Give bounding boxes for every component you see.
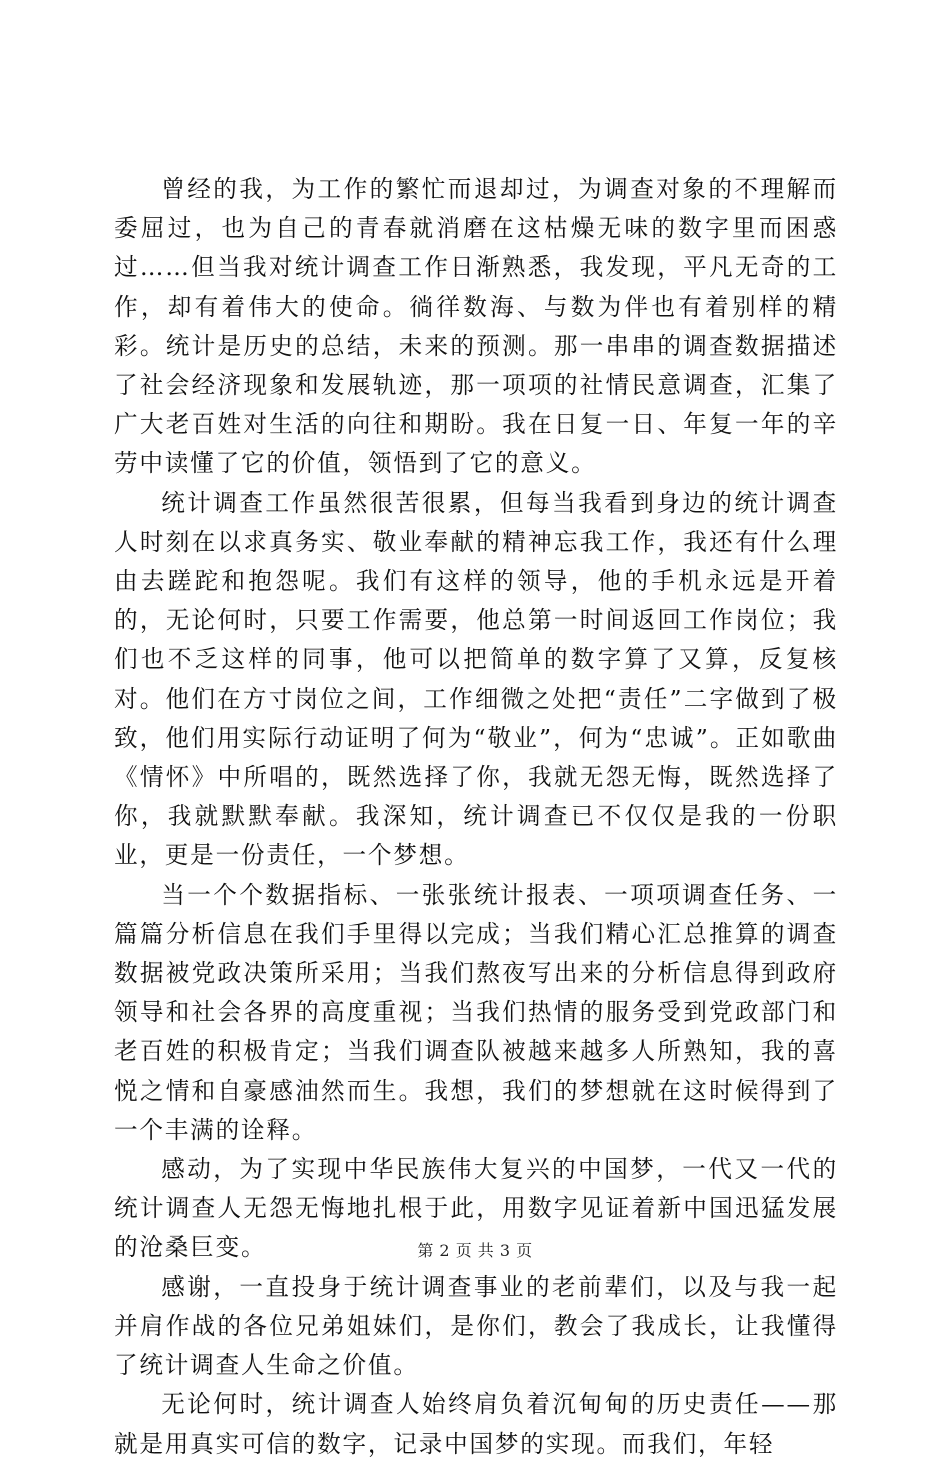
paragraph: 感谢，一直投身于统计调查事业的老前辈们，以及与我一起并肩作战的各位兄弟姐妹们，是你们，教会了我成长，让我懂得了统计调查人生命之价值。 [114,1272,838,1380]
body-text [114,170,838,1464]
paragraph: 统计调查工作虽然很苦很累，但每当我看到身边的统计调查人时刻在以求真务实、敬业奉献的精神忘我工作，我还有什么理由去蹉跎和抱怨呢。我们有这样的领导，他的手机永远是开着的，无论何时，只要工作需要，他总第一时间返回工作岗位；我们也不乏这样的同事，他可以把简单的数字算了又算，反复核对。他们在方寸岗位之间，工作细微之处把“责任”二字做到了极致，他们用实际行动证明了何为“敬业”，何为“忠诚”。正如歌曲《情怀》中所唱的，既然选择了你，我就无怨无悔，既然选择了你，我就默默奉献。我深知，统计调查已不仅仅是我的一份职业，更是一份责任，一个梦想。 [114,488,838,870]
paragraph: 曾经的我，为工作的繁忙而退却过，为调查对象的不理解而委屈过，也为自己的青春就消磨在这枯燥无味的数字里而困惑过……但当我对统计调查工作日渐熟悉，我发现，平凡无奇的工作，却有着伟大的使命。徜徉数海、与数为伴也有着别样的精彩。统计是历史的总结，未来的预测。那一串串的调查数据描述了社会经济现象和发展轨迹，那一项项的社情民意调查，汇集了广大老百姓对生活的向往和期盼。我在日复一日、年复一年的辛劳中读懂了它的价值，领悟到了它的意义。 [114,175,838,478]
paragraph: 无论何时，统计调查人始终肩负着沉甸甸的历史责任——那就是用真实可信的数字，记录中国梦的实现。而我们，年轻 [114,1390,838,1458]
page-number: 第 2 页 共 3 页 [417,1241,533,1260]
paragraph: 感动，为了实现中华民族伟大复兴的中国梦，一代又一代的统计调查人无怨无悔地扎根于此，用数字见证着新中国迅猛发展的沧桑巨变。 [114,1155,838,1262]
paragraph: 当一个个数据指标、一张张统计报表、一项项调查任务、一篇篇分析信息在我们手里得以完成；当我们精心汇总推算的调查数据被党政决策所采用；当我们熬夜写出来的分析信息得到政府领导和社会各界的高度重视；当我们热情的服务受到党政部门和老百姓的积极肯定；当我们调查队被越来越多人所熟知，我的喜悦之情和自豪感油然而生。我想，我们的梦想就在这时候得到了一个丰满的诠释。 [114,880,838,1144]
page-footer [0,1240,950,1262]
